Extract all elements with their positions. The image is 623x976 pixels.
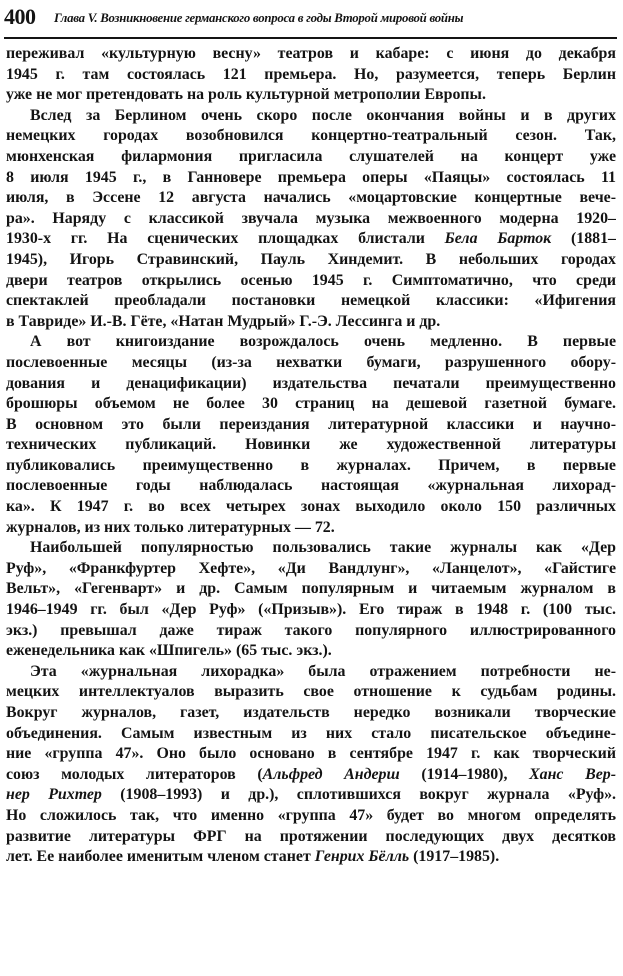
text-line (6, 209, 616, 230)
text-line (6, 435, 616, 456)
text-run: Эта «журнальная лихорадка» была отражением потребности не- (30, 662, 616, 680)
text-run: А вот книгоиздание возрождалось очень медленно. В первые (30, 333, 616, 351)
text-run: В основном это были переиздания литературной классики и научно- (6, 415, 616, 433)
text-line (6, 332, 616, 353)
text-line (6, 44, 616, 65)
text-line (6, 724, 616, 745)
text-run: еженедельника как «Шпигель» (65 тыс. экз.). (6, 642, 332, 660)
text-run: Вокруг журналов, газет, издательств нередко возникали творческие (6, 704, 616, 721)
italic-name: нер Рихтер (6, 786, 102, 804)
text-run: двери театров открылись осенью 1945 г. Симптоматично, что среди (6, 271, 616, 289)
text-line (6, 662, 616, 683)
text-line (6, 374, 616, 395)
text-line (6, 65, 616, 86)
italic-name: Бела Барток (444, 230, 552, 248)
text-run: (1914–1980), (399, 765, 530, 783)
text-line (6, 744, 616, 765)
text-line (6, 271, 616, 292)
italic-name: Альфред Андерш (262, 765, 400, 783)
text-line (6, 538, 616, 559)
text-run: мецких интеллектуалов выразить свое отношение к судьбам родины. (6, 683, 616, 701)
paragraph (6, 106, 616, 333)
text-line (6, 353, 616, 374)
text-line (6, 765, 616, 786)
text-run: союз молодых литераторов ( (6, 765, 263, 783)
header-divider (4, 37, 617, 39)
text-run: развитие литературы ФРГ на протяжении последующих двух десятков (6, 827, 616, 845)
text-run: немецких городах возобновился концертно-театральный сезон. Так, (6, 127, 616, 145)
text-line (6, 847, 616, 868)
text-run: 1930-х гг. На сценических площадках блистали (6, 230, 445, 248)
text-run: Наибольшей популярностью пользовались такие журналы как «Дер (30, 539, 616, 557)
text-line (6, 312, 616, 333)
text-line (6, 250, 616, 271)
text-run: Руф», «Франкфуртер Хефте», «Ди Вандлунг», «Ланцелот», «Гайстиге (6, 559, 616, 577)
text-run: технических публикаций. Новинки же художественной литературы (6, 436, 616, 454)
text-line (6, 785, 616, 806)
text-line (6, 476, 616, 497)
text-run: послевоенные месяцы (из-за нехватки бумаги, разрушенного обору- (6, 353, 616, 371)
text-line (6, 147, 616, 168)
text-line (6, 126, 616, 147)
text-line (6, 394, 616, 415)
text-run: брошюры объемом не более 30 страниц на дешевой газетной бумаге. (6, 395, 616, 413)
text-run: уже не мог претендовать на роль культурной метрополии Европы. (6, 86, 486, 104)
text-line (6, 291, 616, 312)
italic-name: Ханс Вер- (529, 765, 616, 783)
paragraph (6, 44, 616, 106)
text-line (6, 85, 616, 106)
text-run: объединения. Самым известным из них стало писательское объедине- (6, 724, 616, 742)
text-run: экз.) превышал даже тираж такого популярного иллюстрированного (6, 621, 616, 639)
text-run: июля, в Эссене 12 августа начались «моцартовские концертные вече- (6, 189, 616, 207)
text-run: в Тавриде» И.-В. Гёте, «Натан Мудрый» Г.-Э. Лессинга и др. (6, 312, 441, 330)
paragraph (6, 662, 616, 868)
italic-name: Генрих Бёлль (314, 848, 410, 866)
text-run: спектаклей преобладали постановки немецкой классики: «Ифигения (6, 292, 616, 310)
text-run: мюнхенская филармония пригласила слушателей на концерт уже (6, 147, 616, 165)
page-number: 400 (4, 4, 36, 29)
text-run: Но сложилось так, что именно «группа 47» будет во многом определять (6, 806, 616, 824)
text-line (6, 703, 616, 724)
text-run: 1946–1949 гг. был «Дер Руф» («Призыв»). Его тираж в 1948 г. (100 тыс. (6, 601, 616, 619)
text-run: Вслед за Берлином очень скоро после окончания войны и в других (30, 106, 616, 124)
text-run: ние «группа 47». Оно было основано в сентябре 1947 г. как творческий (6, 745, 616, 763)
paragraph (6, 332, 616, 538)
paragraph (6, 538, 616, 662)
text-run: (1908–1993) и др.), сплотившихся вокруг журнала «Руф». (101, 786, 616, 804)
text-line (6, 621, 616, 642)
text-line (6, 600, 616, 621)
text-line (6, 641, 616, 662)
text-line (6, 806, 616, 827)
text-line (6, 415, 616, 436)
text-line (6, 497, 616, 518)
text-line (6, 579, 616, 600)
page-header (4, 2, 617, 38)
text-run: (1917–1985). (409, 848, 500, 866)
text-run: дования и денацификации) издательства печатали преимущественно (6, 374, 616, 392)
text-line (6, 518, 616, 539)
text-run: ка». К 1947 г. во всех четырех зонах выходило около 150 различных (6, 498, 616, 516)
text-run: лет. Ее наиболее именитым членом станет (6, 848, 315, 866)
text-line (6, 106, 616, 127)
text-run: послевоенные годы наблюдалась настоящая «журнальная лихорад- (6, 477, 616, 495)
text-run: (1881– (551, 230, 616, 248)
body-text (6, 44, 616, 868)
text-line (6, 188, 616, 209)
text-line (6, 168, 616, 189)
text-run: Вельт», «Гегенварт» и др. Самым популярным и читаемым журналом в (6, 580, 616, 598)
text-run: переживал «культурную весну» театров и кабаре: с июня до декабря (6, 45, 616, 62)
text-run: 1945 г. там состоялась 121 премьера. Но, разумеется, теперь Берлин (6, 65, 616, 83)
text-line (6, 456, 616, 477)
text-line (6, 682, 616, 703)
running-title: Глава V. Возникновение германского вопроса в годы Второй мировой войны (54, 11, 464, 25)
text-run: публиковались преимущественно в журналах. Причем, в первые (6, 456, 616, 474)
text-line (6, 229, 616, 250)
text-run: ра». Наряду с классикой звучала музыка межвоенного модерна 1920– (6, 209, 616, 227)
text-run: 1945), Игорь Стравинский, Пауль Хиндемит. В небольших городах (6, 250, 616, 268)
text-line (6, 559, 616, 580)
text-run: журналов, из них только литературных — 72. (6, 518, 335, 536)
text-line (6, 827, 616, 848)
text-run: 8 июля 1945 г., в Ганновере премьера оперы «Паяцы» состоялась 11 (6, 168, 616, 186)
